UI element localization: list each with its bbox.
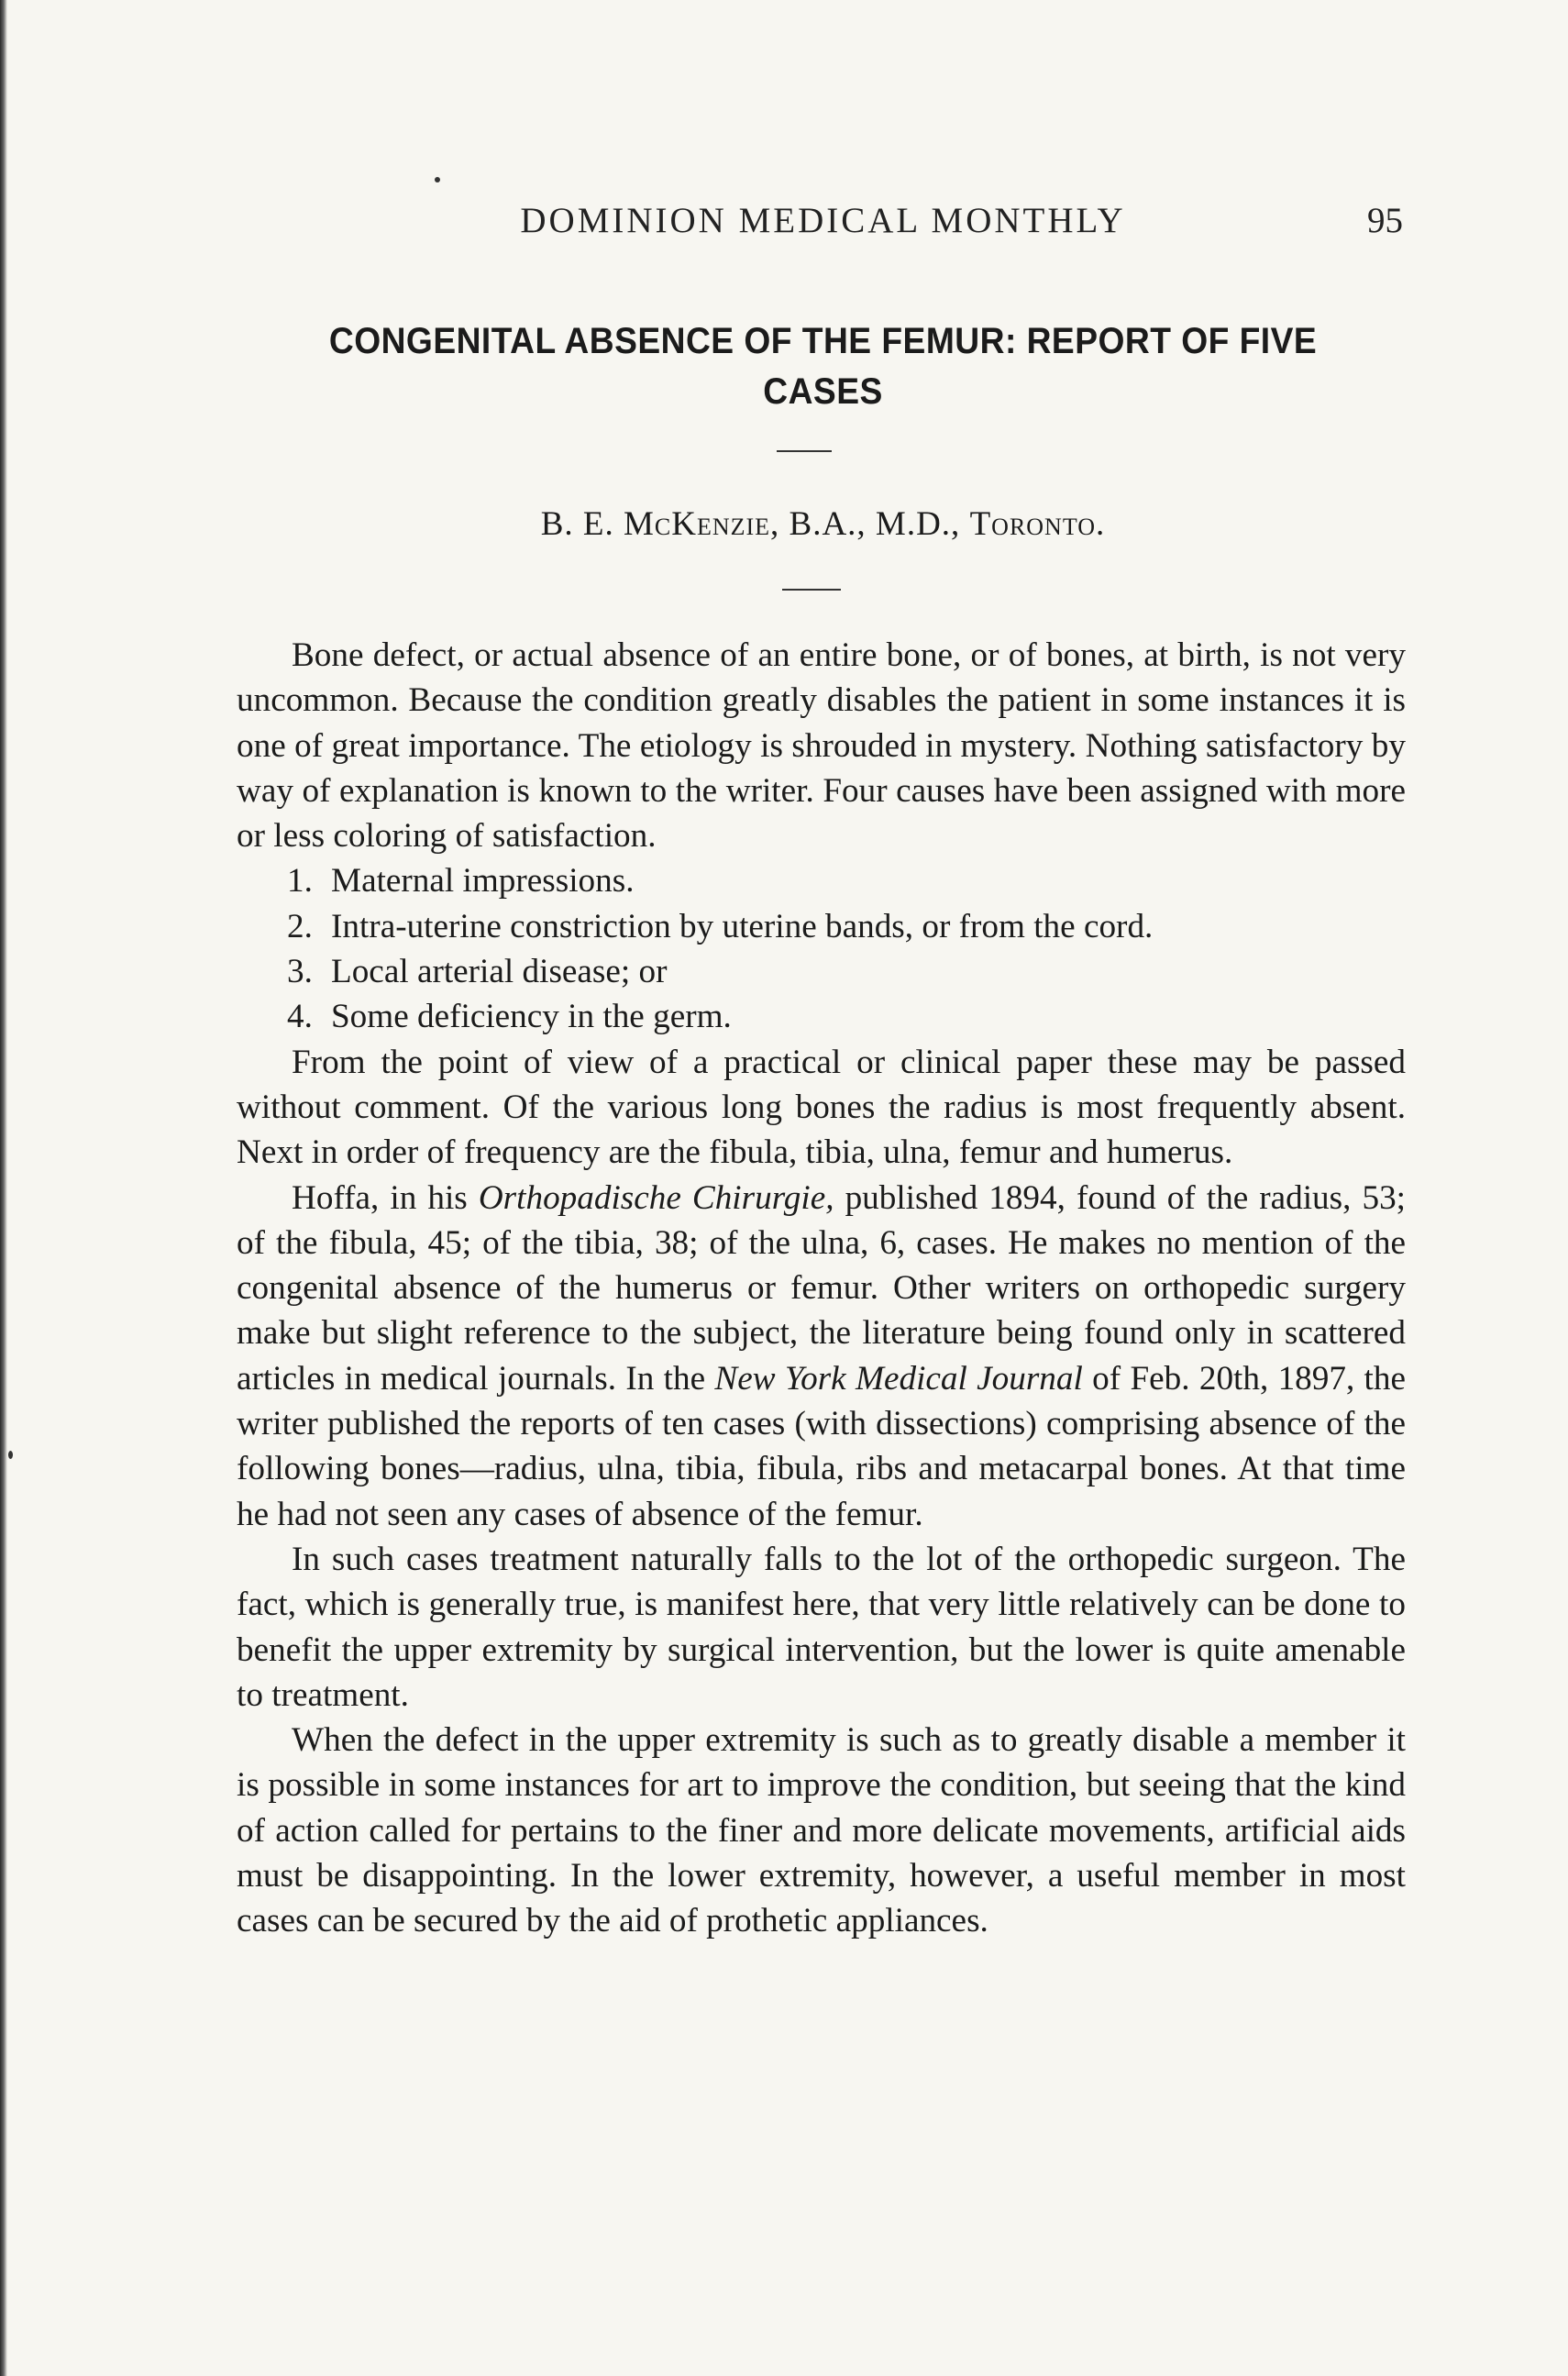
list-item [237, 904, 1406, 949]
paragraph: In such cases treatment naturally falls to the lot of the orthopedic surgeon. The fact, which is generally true, is manifest here, that very little relatively can be done to benefit the upper extremity by surgical intervention, but the lower is quite amenable to treatment. [237, 1540, 1406, 1714]
list-item [237, 858, 1406, 903]
byline-divider [782, 589, 841, 591]
list-number: 1. [287, 862, 313, 901]
paragraph-text: published 1894, found of the radius, 53; of the fibula, 45; of the tibia, 38; of the ulna, 6, cases. He makes no mention of the congenital absence of the humerus or femur. Other writers on orthopedic surgery make but slight reference to the subject, the literature being found only in scattered articles in medical journals. In the [237, 1178, 1406, 1398]
author-degrees: , B.A., M.D., [770, 505, 970, 543]
article-body [237, 633, 1406, 1944]
scan-binding-edge [0, 0, 7, 2376]
paragraph-text: Hoffa, in his [292, 1178, 479, 1217]
paragraph: Bone defect, or actual absence of an entire bone, or of bones, at birth, is not very uncommon. Because the condition greatly disables the patient in some instances it is one of great importance. The etiology is shrouded in mystery. Nothing satisfactory by way of explanation is known to the writer. Four causes have been assigned with more or less coloring of satisfaction. [237, 636, 1406, 856]
author-city: Toronto [969, 505, 1097, 543]
paragraph-text: of Feb. 20th, 1897, the writer published the reports of ten cases (with dissections) comprising absence of the following bones—radius, ulna, tibia, fibula, ribs and metacarpal bones. At that time he had not seen any cases of absence of the femur. [237, 1359, 1406, 1533]
author-byline [243, 504, 1403, 544]
author-initials: B. E. [540, 505, 624, 543]
list-text: Intra-uterine constriction by uterine bands, or from the cord. [331, 907, 1154, 945]
list-number: 4. [287, 998, 313, 1036]
author-name: McKenzie [623, 505, 771, 543]
journal-title: DOMINION MEDICAL MONTHLY [520, 201, 1126, 240]
list-text: Some deficiency in the germ. [331, 998, 732, 1036]
list-item [237, 949, 1406, 994]
list-item [237, 994, 1406, 1039]
article-title-line: CONGENITAL ABSENCE OF THE FEMUR: REPORT OF FIVE [328, 321, 1318, 361]
ink-speck [435, 177, 440, 182]
paragraph: When the defect in the upper extremity is such as to greatly disable a member it is possible in some instances for art to improve the condition, but seeing that the kind of action called for pertains to the finer and more delicate movements, artificial aids must be disappointing. In the lower extremity, however, a useful member in most cases can be secured by the aid of prothetic appliances. [237, 1721, 1406, 1940]
article-title-line: CASES [763, 371, 883, 412]
title-divider [777, 450, 832, 452]
paragraph: From the point of view of a practical or clinical paper these may be passed without comment. Of the various long bones the radius is most frequently absent. Next in order of frequency are the fibula, tibia, ulna, femur and humerus. [237, 1043, 1406, 1172]
list-text: Local arterial disease; or [331, 953, 668, 991]
running-head [243, 200, 1403, 255]
journal-reference: New York Medical Journal [714, 1359, 1083, 1398]
article-title [283, 316, 1362, 417]
list-text: Maternal impressions. [331, 862, 635, 901]
list-number: 3. [287, 953, 313, 991]
page-number: 95 [1367, 201, 1403, 240]
paragraph [237, 1176, 1406, 1537]
ink-speck [8, 1451, 13, 1459]
list-number: 2. [287, 907, 313, 945]
book-title: Orthopadische Chirurgie, [478, 1178, 834, 1217]
author-punctuation: . [1096, 505, 1106, 543]
